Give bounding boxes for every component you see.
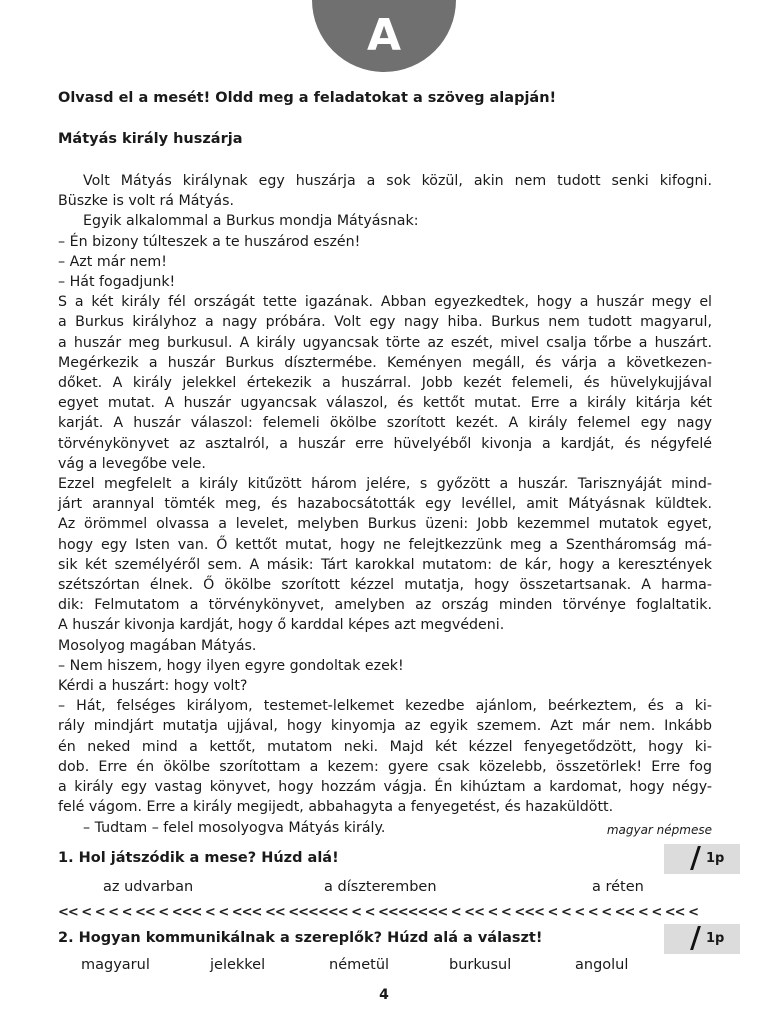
story-line: S a két király fél országát tette igazának. Abban egyezkedtek, hogy a huszár megy el bbox=[58, 294, 712, 311]
task-2-question: 2. Hogyan kommunikálnak a szereplők? Húzd alá a választ! bbox=[58, 930, 543, 946]
story-line: sik két személyéről sem. A másik: Tárt karokkal mutatom: de kár, hogy a keresztények bbox=[58, 556, 712, 573]
story-line: vág a levegőbe vele. bbox=[58, 455, 206, 472]
task-1-option[interactable]: a díszteremben bbox=[324, 879, 437, 895]
task-2-score: 1p bbox=[706, 931, 725, 946]
story-line: felé vágom. Erre a király megijedt, abbahagyta a fenyegetést, és hazaküldött. bbox=[58, 799, 614, 816]
story-line: hogy egy Isten van. Ő kettőt mutat, hogy ne felejtkezzünk meg a Szentháromság má- bbox=[58, 536, 712, 553]
story-line: Az örömmel olvassa a levelet, melyben Burkus üzeni: Jobb kezemmel mutatok egyet, bbox=[58, 516, 712, 533]
task-1-option[interactable]: az udvarban bbox=[103, 879, 194, 895]
task-2-option[interactable]: angolul bbox=[575, 957, 629, 973]
story-source: magyar népmese bbox=[606, 822, 712, 837]
task-1-score-box bbox=[664, 844, 740, 874]
story-line: dob. Erre én ökölbe szorítottam a kezem: gyere csak közelebb, összetörlek! Erre fog bbox=[58, 758, 712, 775]
story-last-line bbox=[58, 818, 712, 838]
story-line: Volt Mátyás királynak egy huszárja a sok közül, akin nem tudott senki kifogni. bbox=[83, 173, 712, 189]
story-line: egyet mutat. A huszár ugyancsak válaszol, és kettőt mutat. Erre a király kitárja két bbox=[58, 395, 712, 412]
story-title: Mátyás király huszárja bbox=[58, 131, 243, 147]
task-2-option[interactable]: magyarul bbox=[81, 957, 150, 973]
story-line: Egyik alkalommal a Burkus mondja Mátyásnak: bbox=[83, 213, 419, 230]
page-number: 4 bbox=[379, 987, 389, 1003]
task-1-option[interactable]: a réten bbox=[592, 879, 644, 895]
task-1-score: 1p bbox=[706, 851, 725, 866]
task-2-option[interactable]: burkusul bbox=[449, 957, 512, 973]
score-slash-icon bbox=[690, 846, 701, 870]
story-line: Mosolyog magában Mátyás. bbox=[58, 637, 257, 654]
story-line: A huszár kivonja kardját, hogy ő karddal képes azt megvédeni. bbox=[58, 617, 505, 634]
story-line: – Hát fogadjunk! bbox=[58, 274, 176, 291]
task-1-question: 1. Hol játszódik a mese? Húzd alá! bbox=[58, 850, 339, 866]
story-line: Büszke is volt rá Mátyás. bbox=[58, 193, 234, 210]
story-line: én neked mind a kettőt, mutatom neki. Majd két kézzel fenyegetődzött, hogy ki- bbox=[58, 738, 712, 755]
story-line: dőket. A király jelekkel értekezik a huszárral. Jobb kezét felemeli, és hüvelykujjával bbox=[58, 375, 712, 392]
task-2-score-box bbox=[664, 924, 740, 954]
instruction: Olvasd el a mesét! Oldd meg a feladatokat a szöveg alapján! bbox=[58, 90, 557, 106]
story-line: dik: Felmutatom a törvénykönyvet, amelyben az ország minden törvénye foglaltatik. bbox=[58, 597, 712, 614]
section-letter: A bbox=[366, 10, 402, 61]
story-line: a király egy vastag könyvet, hogy hozzám vágja. Én kihúztam a kardomat, hogy négy- bbox=[58, 779, 712, 796]
story-line: rály mindjárt mutatja ujjával, hogy kinyomja az egyik szemem. Azt már nem. Inkább bbox=[58, 718, 712, 735]
story-line: – Hát, felséges királyom, testemet-lelkemet kezedbe ajánlom, beérkeztem, és a ki- bbox=[58, 698, 712, 715]
story-text bbox=[58, 171, 712, 838]
story-line: – Azt már nem! bbox=[58, 253, 167, 270]
task-2-option[interactable]: jelekkel bbox=[210, 957, 266, 973]
task-2-option[interactable]: németül bbox=[329, 957, 390, 973]
story-line: – Én bizony túlteszek a te huszárod eszén! bbox=[58, 233, 361, 250]
story-line: karját. A huszár válaszol: felemeli ökölbe szorított kezét. A király felemel egy nagy bbox=[58, 415, 712, 432]
story-line: Ezzel megfelelt a király kitűzött három jelére, s győzött a huszár. Tarisznyáját mind- bbox=[58, 476, 712, 493]
story-line: Megérkezik a huszár Burkus dísztermébe. Keményen megáll, és várja a következen- bbox=[58, 354, 712, 371]
story-line: szétszórtan élnek. Ő ökölbe szorított kézzel mutatja, hogy összetartsanak. A harma- bbox=[58, 577, 712, 594]
cut-line-separator: << < < < < << < <<< < < <<< << <<<<<< < < <<<<<<< < << < < <<< < < < < < << < < << < bbox=[58, 905, 698, 919]
story-line: – Nem hiszem, hogy ilyen egyre gondoltak ezek! bbox=[58, 657, 404, 674]
story-line: a Burkus királyhoz a nagy próbára. Volt egy nagy hiba. Burkus nem tudott magyarul, bbox=[58, 314, 712, 331]
story-line: a huszár meg burkusul. A király ugyancsak törte az eszét, mivel csalja tőrbe a huszárt. bbox=[58, 334, 712, 351]
story-line: törvénykönyvet az asztalról, a huszár erre hüvelyéből kivonja a kardját, és négyfelé bbox=[58, 435, 712, 452]
story-line: járt arannyal tömték meg, és hazabocsátották egy levéllel, amit Mátyásnak küldtek. bbox=[58, 496, 712, 513]
score-slash-icon bbox=[690, 926, 701, 950]
story-line: Kérdi a huszárt: hogy volt? bbox=[58, 678, 248, 695]
story-line: – Tudtam – felel mosolyogva Mátyás király. bbox=[83, 819, 386, 836]
